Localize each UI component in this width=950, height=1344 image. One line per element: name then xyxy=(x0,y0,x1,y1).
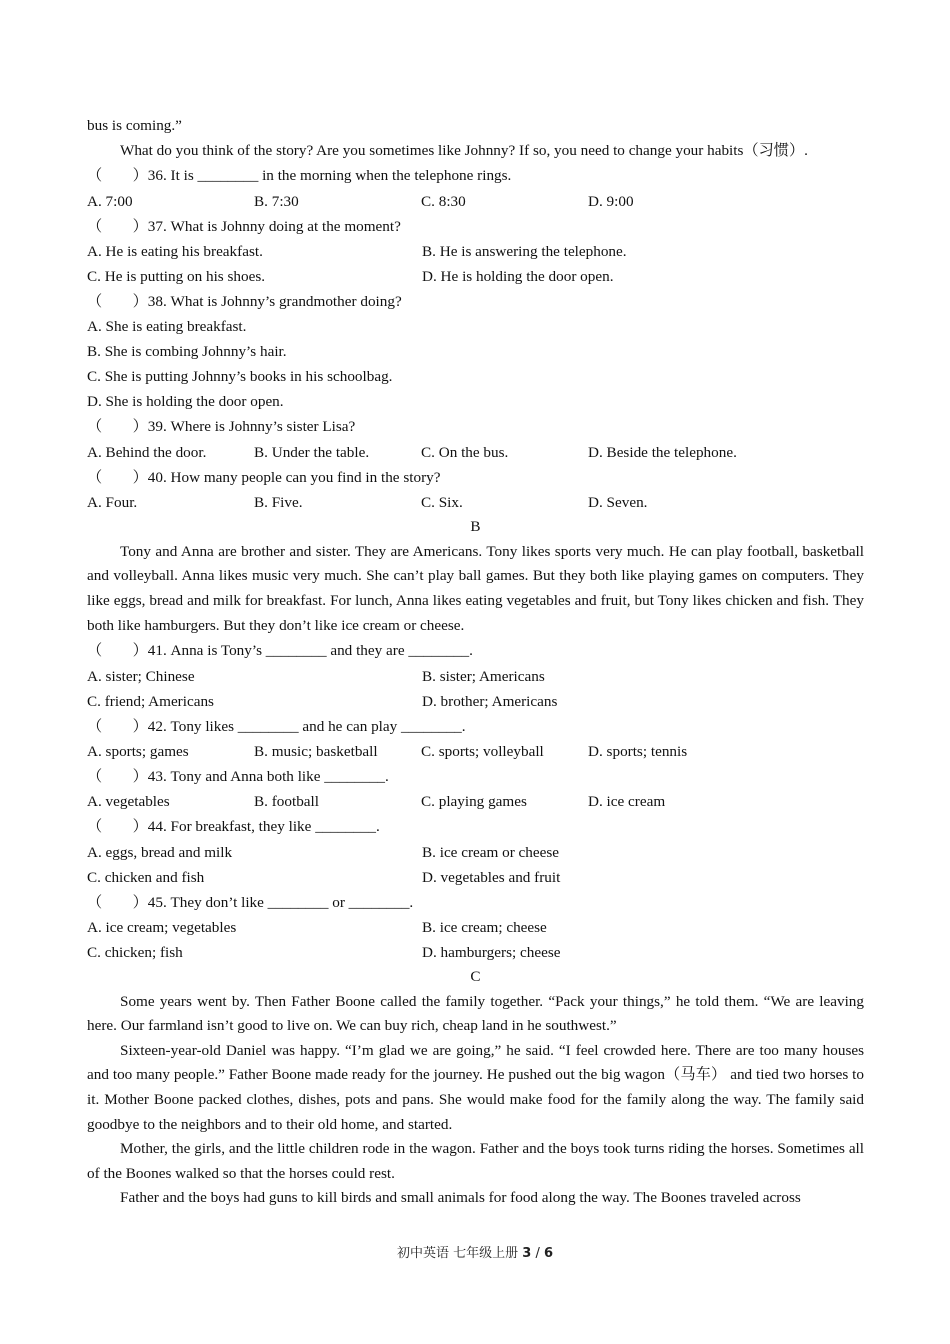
story-continuation: bus is coming.” xyxy=(87,117,182,134)
options-37-row2 xyxy=(87,264,864,289)
section-heading-b: B xyxy=(470,518,481,536)
footer-page-total: 6 xyxy=(543,1246,554,1261)
passage-c-paragraph-4: Father and the boys had guns to kill birds and small animals for food along the way. The Boones traveled across xyxy=(120,1189,801,1207)
option-c: C. playing games xyxy=(421,793,527,811)
option-a: A. ice cream; vegetables xyxy=(87,919,237,937)
option-a: A. sister; Chinese xyxy=(87,667,195,685)
option-b: B. 7:30 xyxy=(254,192,299,210)
option-d: D. hamburgers; cheese xyxy=(422,944,561,962)
option-a: A. He is eating his breakfast. xyxy=(87,242,263,260)
options-36 xyxy=(87,189,864,214)
option-d: D. He is holding the door open. xyxy=(422,267,614,285)
passage-b: Tony and Anna are brother and sister. They are Americans. Tony likes sports very much. He can play football, basketball and volleyball. Anna likes music very much. She can’t play ball games. But they both like playing games on computers. They like eggs, bread and milk for breakfast. For lunch, Anna likes eating vegetables and fruit, but Tony likes chicken and fish. They both like hamburgers. But they don’t like ice cream or cheese. xyxy=(87,542,864,634)
option-d: D. brother; Americans xyxy=(422,692,558,710)
question-37: （ ）37. What is Johnny doing at the moment? xyxy=(87,217,401,235)
option-c: C. 8:30 xyxy=(421,192,466,210)
options-42 xyxy=(87,739,864,764)
options-45-row1 xyxy=(87,915,864,940)
worksheet-page xyxy=(87,114,864,1211)
options-40 xyxy=(87,490,864,515)
option-d: D. sports; tennis xyxy=(588,742,688,760)
option-c: C. She is putting Johnny’s books in his schoolbag. xyxy=(87,368,393,386)
option-b: B. football xyxy=(254,793,319,811)
option-a: A. Four. xyxy=(87,494,138,512)
option-c: C. He is putting on his shoes. xyxy=(87,267,266,285)
option-b: B. ice cream; cheese xyxy=(422,919,547,937)
section-heading-c: C xyxy=(470,968,481,986)
option-b: B. He is answering the telephone. xyxy=(422,242,627,260)
options-39 xyxy=(87,440,864,465)
question-36: （ ）36. It is ________ in the morning when the telephone rings. xyxy=(87,167,512,185)
question-44: （ ）44. For breakfast, they like ________. xyxy=(87,818,380,836)
story-question: What do you think of the story? Are you sometimes like Johnny? If so, you need to change your habits（习惯）. xyxy=(120,141,808,159)
option-c: C. chicken; fish xyxy=(87,944,183,962)
passage-c-paragraph-2: Sixteen-year-old Daniel was happy. “I’m glad we are going,” he said. “I feel crowded here. There are too many houses and too many people.” Father Boone made ready for the journey. He pushed out the big wagon（马车） and tied two horses to it. Mother Boone packed clothes, dishes, pots and pans. She would make food for the family along the way. The family said goodbye to the neighbors and to their old home, and started. xyxy=(87,1041,864,1133)
options-45-row2 xyxy=(87,940,864,965)
question-38: （ ）38. What is Johnny’s grandmother doing? xyxy=(87,292,402,310)
option-c: C. sports; volleyball xyxy=(421,742,544,760)
option-d: D. ice cream xyxy=(588,793,666,811)
option-b: B. music; basketball xyxy=(254,742,378,760)
option-a: A. She is eating breakfast. xyxy=(87,318,247,336)
option-b: B. ice cream or cheese xyxy=(422,843,560,861)
question-42: （ ）42. Tony likes ________ and he can play ________. xyxy=(87,717,466,735)
options-37-row1 xyxy=(87,239,864,264)
passage-c-paragraph-3: Mother, the girls, and the little children rode in the wagon. Father and the boys took turns riding the horses. Sometimes all of the Boones walked so that the horses could rest. xyxy=(87,1140,864,1182)
option-c: C. On the bus. xyxy=(421,443,509,461)
footer-label: 初中英语 七年级上册 xyxy=(396,1246,519,1261)
page-footer xyxy=(0,1242,950,1261)
option-b: B. Five. xyxy=(254,494,303,512)
option-b: B. She is combing Johnny’s hair. xyxy=(87,343,287,361)
question-41: （ ）41. Anna is Tony’s ________ and they are ________. xyxy=(87,642,473,660)
option-a: A. Behind the door. xyxy=(87,443,207,461)
options-44-row1 xyxy=(87,840,864,865)
question-40: （ ）40. How many people can you find in the story? xyxy=(87,468,441,486)
option-b: B. sister; Americans xyxy=(422,667,545,685)
question-45: （ ）45. They don’t like ________ or ________. xyxy=(87,893,414,911)
option-d: D. Seven. xyxy=(588,494,648,512)
option-c: C. friend; Americans xyxy=(87,692,214,710)
option-d: D. vegetables and fruit xyxy=(422,868,561,886)
option-d: D. She is holding the door open. xyxy=(87,393,284,411)
option-d: D. 9:00 xyxy=(588,192,634,210)
option-b: B. Under the table. xyxy=(254,443,370,461)
option-a: A. vegetables xyxy=(87,793,170,811)
options-41-row1 xyxy=(87,664,864,689)
passage-c-paragraph-1: Some years went by. Then Father Boone called the family together. “Pack your things,” he told them. “We are leaving here. Our farmland isn’t good to live on. We can buy rich, cheap land in he southwest.” xyxy=(87,992,864,1035)
options-43 xyxy=(87,789,864,814)
question-43: （ ）43. Tony and Anna both like ________. xyxy=(87,767,389,785)
options-41-row2 xyxy=(87,689,864,714)
question-39: （ ）39. Where is Johnny’s sister Lisa? xyxy=(87,418,356,436)
option-a: A. eggs, bread and milk xyxy=(87,843,233,861)
footer-separator: / xyxy=(535,1246,540,1261)
option-c: C. chicken and fish xyxy=(87,868,205,886)
option-a: A. 7:00 xyxy=(87,192,133,210)
option-d: D. Beside the telephone. xyxy=(588,443,737,461)
option-a: A. sports; games xyxy=(87,742,189,760)
options-44-row2 xyxy=(87,865,864,890)
option-c: C. Six. xyxy=(421,494,463,512)
footer-page-number: 3 xyxy=(522,1246,532,1261)
